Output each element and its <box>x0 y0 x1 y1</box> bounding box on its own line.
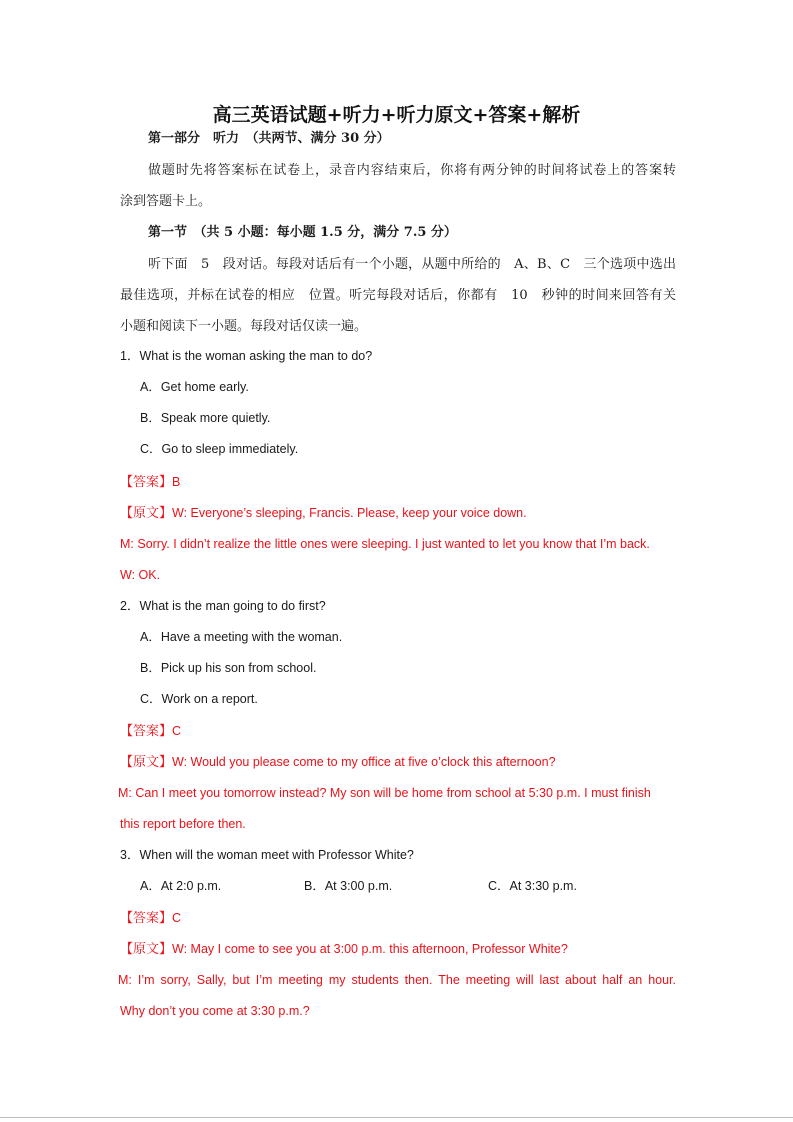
question-1-script-line-1 <box>120 504 527 523</box>
question-2-script-line-1 <box>120 753 556 772</box>
question-3-script-line-2: M: I’m sorry, Sally, but I’m meeting my students then. The meeting will last about half an hour. <box>118 973 676 987</box>
answer-value: C <box>172 911 182 925</box>
answer-value: B <box>172 475 181 489</box>
question-1-stem: 1．What is the woman asking the man to do? <box>120 349 373 363</box>
page-bottom-rule <box>0 1117 793 1118</box>
question-2-script-line-3: this report before then. <box>120 817 246 831</box>
script-text: W: May I come to see you at 3:00 p.m. this afternoon, Professor White? <box>172 942 568 956</box>
question-2-option-b: B．Pick up his son from school. <box>140 661 317 675</box>
section-intro-line-2: 最佳选项，并标在试卷的相应 位置。听完每段对话后，你都有 10 秒钟的时间来回答有关 <box>120 288 676 303</box>
section-heading: 第一节 （共 5 小题：每小题 1.5 分，满分 7.5 分） <box>148 225 457 240</box>
answer-value: C <box>172 724 182 738</box>
question-1-script-line-3: W: OK. <box>120 568 161 582</box>
question-2-answer <box>120 722 181 741</box>
question-1-script-line-2: M: Sorry. I didn’t realize the little ones were sleeping. I just wanted to let you know that I’m back. <box>120 537 650 551</box>
intro-line-2: 涂到答题卡上。 <box>120 194 212 209</box>
question-2-option-a: A．Have a meeting with the woman. <box>140 630 343 644</box>
script-text: W: Everyone’s sleeping, Francis. Please, keep your voice down. <box>172 506 527 520</box>
section-intro-line-3: 小题和阅读下一小题。每段对话仅读一遍。 <box>120 319 368 334</box>
script-text: W: Would you please come to my office at five o’clock this afternoon? <box>172 755 556 769</box>
part-heading: 第一部分 听力 （共两节、满分 30 分） <box>148 131 390 146</box>
question-2-option-c: C．Work on a report. <box>140 692 258 706</box>
answer-tag: 【答案】 <box>120 724 173 739</box>
question-3-option-b: B．At 3:00 p.m. <box>304 879 393 893</box>
intro-line-1: 做题时先将答案标在试卷上，录音内容结束后，你将有两分钟的时间将试卷上的答案转 <box>148 163 676 178</box>
question-3-stem: 3．When will the woman meet with Professor White? <box>120 848 414 862</box>
question-1-answer <box>120 473 180 492</box>
section-intro-line-1: 听下面 5 段对话。每段对话后有一个小题，从题中所给的 A、B、C 三个选项中选出 <box>148 257 676 272</box>
page-title: 高三英语试题+听力+听力原文+答案+解析 <box>212 104 581 126</box>
answer-tag: 【答案】 <box>120 911 173 926</box>
question-3-script-line-1 <box>120 940 568 959</box>
script-tag: 【原文】 <box>120 506 173 521</box>
script-tag: 【原文】 <box>120 942 173 957</box>
question-2-script-line-2: M: Can I meet you tomorrow instead? My son will be home from school at 5:30 p.m. I must finish <box>118 786 651 800</box>
answer-tag: 【答案】 <box>120 475 173 490</box>
question-1-option-a: A．Get home early. <box>140 380 249 394</box>
question-2-stem: 2．What is the man going to do first? <box>120 599 326 613</box>
question-3-answer <box>120 909 181 928</box>
question-1-option-b: B．Speak more quietly. <box>140 411 271 425</box>
question-3-script-line-3: Why don’t you come at 3:30 p.m.? <box>120 1004 310 1018</box>
script-tag: 【原文】 <box>120 755 173 770</box>
question-3-option-a: A．At 2:0 p.m. <box>140 879 222 893</box>
question-1-option-c: C．Go to sleep immediately. <box>140 442 299 456</box>
question-3-option-c: C．At 3:30 p.m. <box>488 879 577 893</box>
